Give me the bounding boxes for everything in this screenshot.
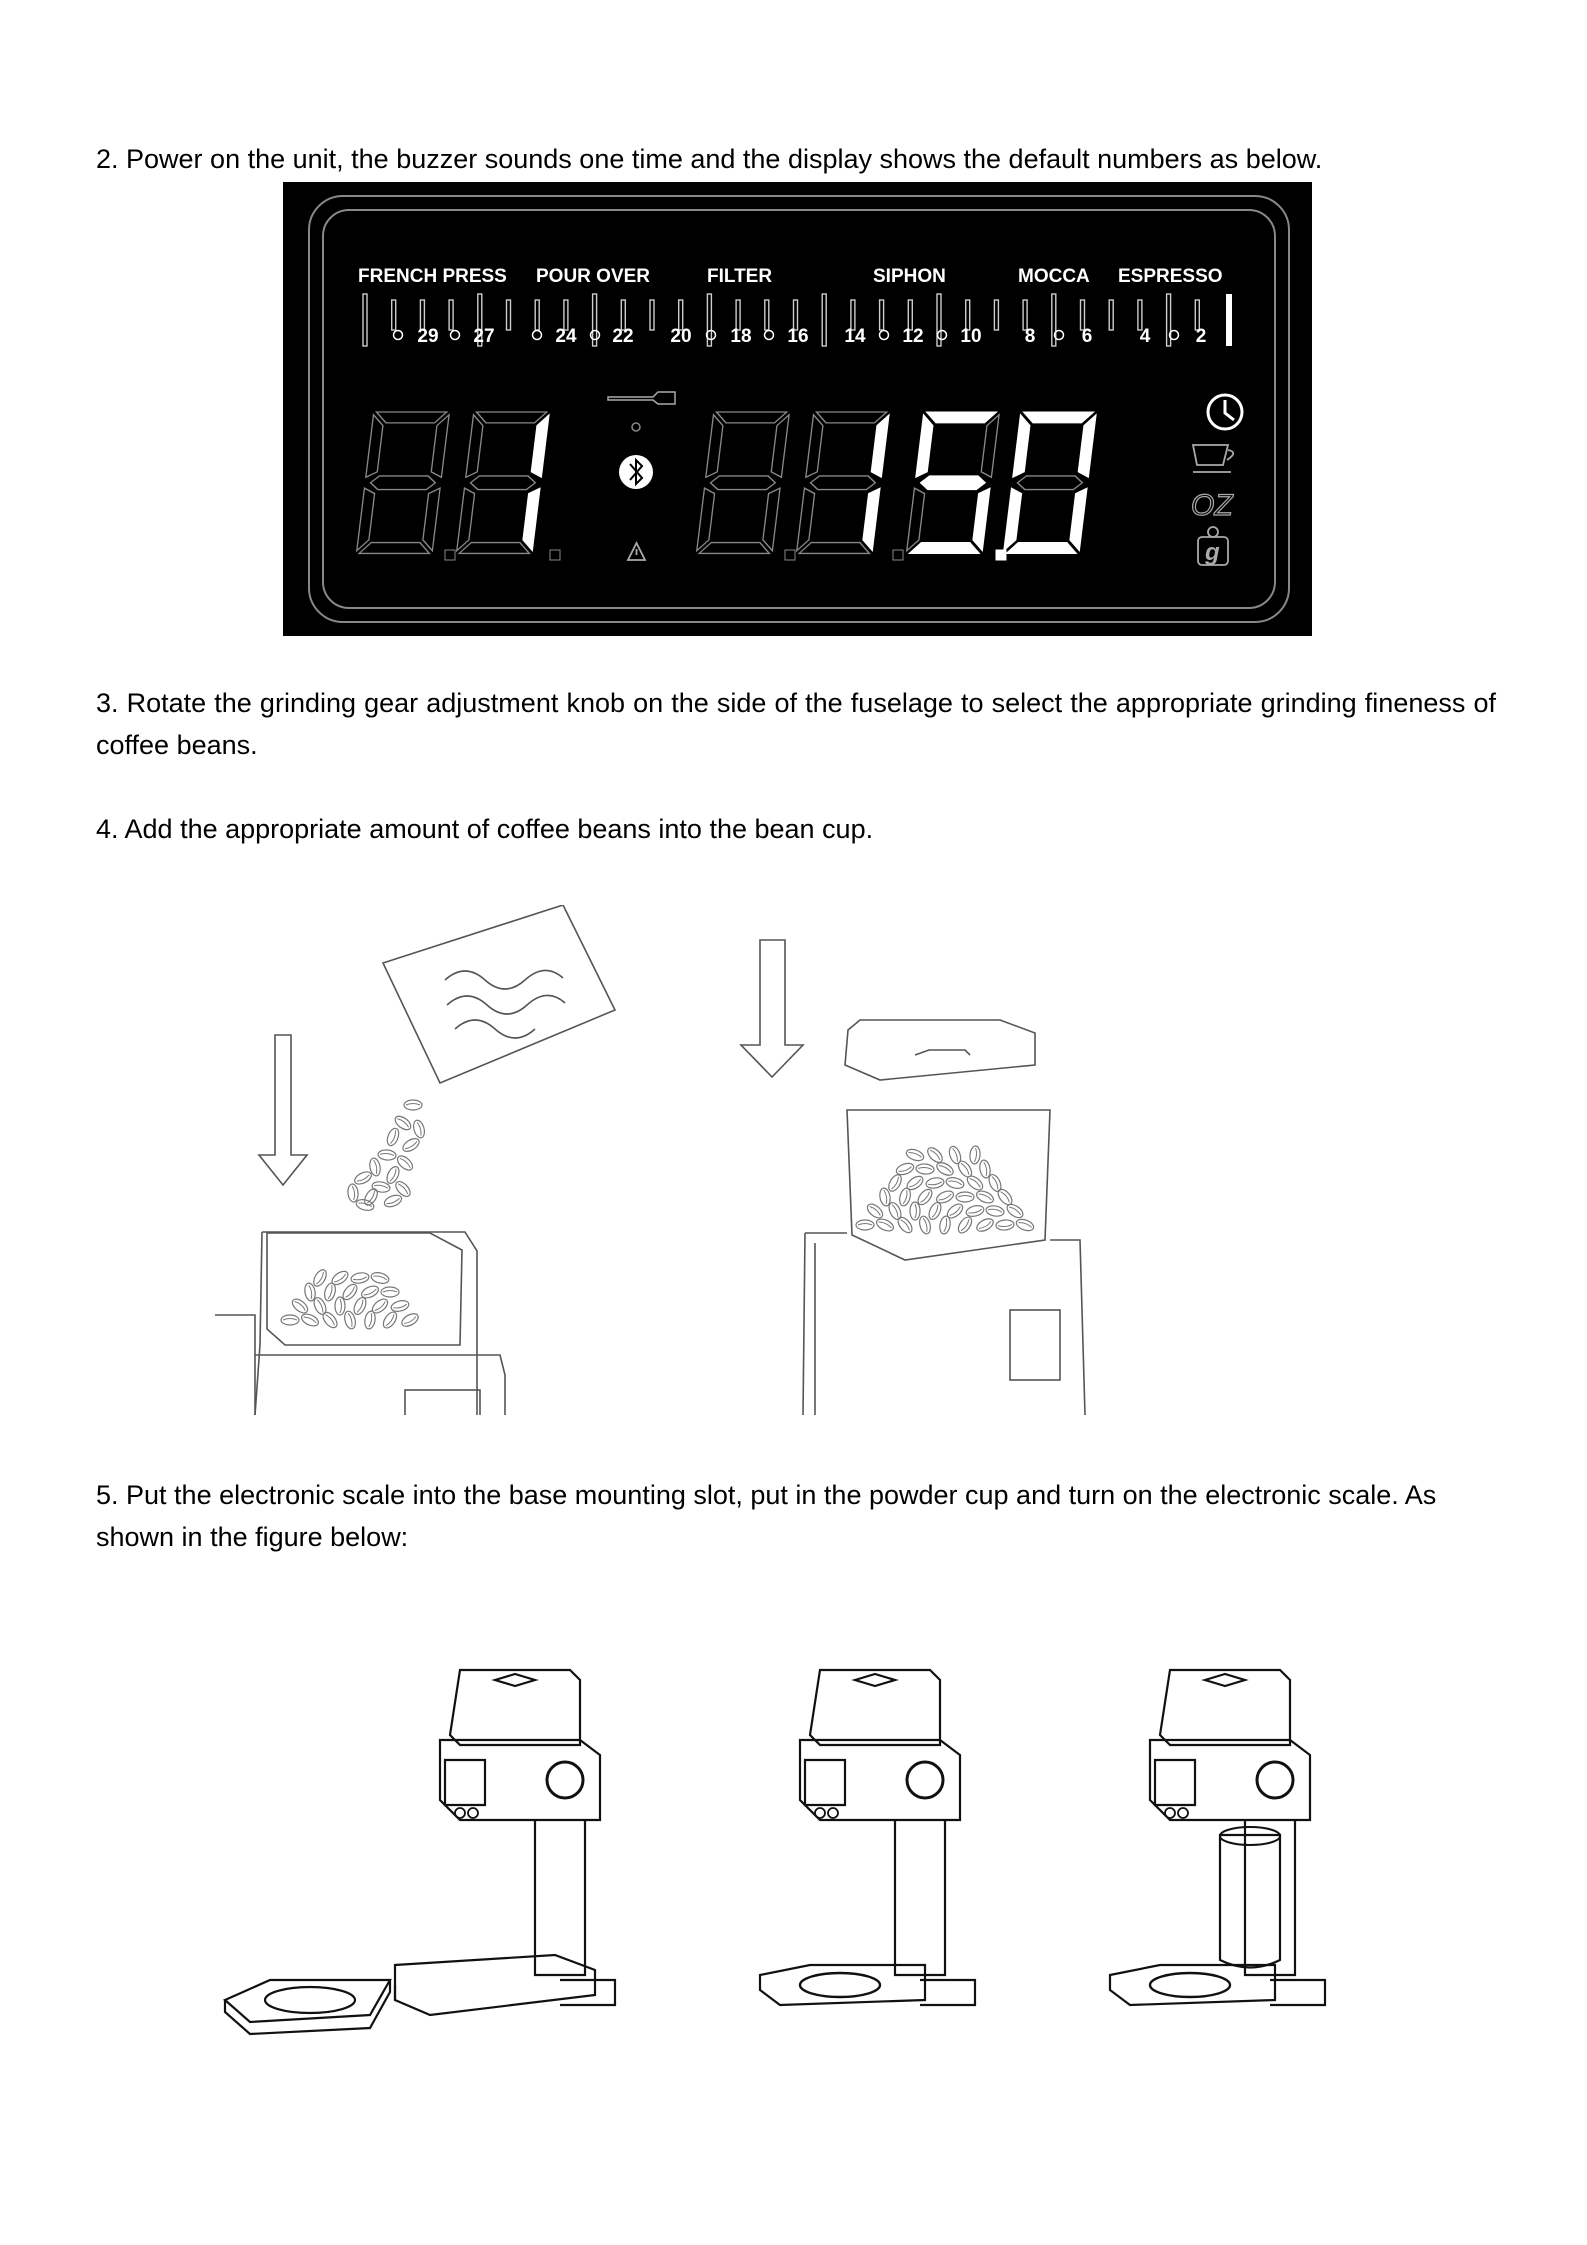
grinder-figure	[1110, 1670, 1325, 2005]
scale-number: 24	[555, 326, 577, 347]
scale-number: 18	[730, 326, 752, 347]
grinder-figure	[440, 1670, 615, 2005]
mode-filter: FILTER	[707, 266, 773, 287]
step-4-text: 4. Add the appropriate amount of coffee beans into the bean cup.	[96, 814, 874, 844]
mode-mocca: MOCCA	[1018, 266, 1090, 287]
falling-beans	[347, 1100, 426, 1212]
unit-oz-label: OZ	[1191, 489, 1233, 522]
unit-g-label: g	[1205, 539, 1220, 566]
add-beans-illustration	[215, 905, 1175, 1415]
step-5-text: 5. Put the electronic scale into the base mounting slot, put in the powder cup and turn on the electronic scale. As shown in the figure below:	[96, 1480, 1437, 1552]
scale-number: 27	[473, 326, 495, 347]
left-grinder-bean-cup	[215, 1232, 505, 1415]
bean-bag-illustration	[383, 905, 615, 1083]
scale-number: 4	[1139, 326, 1151, 347]
grinder-display-panel	[283, 182, 1312, 636]
scale-number: 14	[844, 326, 866, 347]
scale-number: 6	[1081, 326, 1093, 347]
down-arrow-icon	[741, 940, 803, 1077]
scale-number: 29	[417, 326, 439, 347]
scale-number: 22	[612, 326, 634, 347]
electronic-scale	[225, 1980, 390, 2034]
scale-number: 16	[787, 326, 809, 347]
mode-siphon: SIPHON	[873, 266, 946, 287]
scale-mounting-illustration	[210, 1650, 1410, 2080]
grinder-figure	[760, 1670, 975, 2005]
scale-number: 2	[1195, 326, 1207, 347]
mode-espresso: ESPRESSO	[1118, 266, 1223, 287]
bean-pile	[281, 1268, 420, 1331]
scale-number: 10	[960, 326, 982, 347]
scale-number: 12	[902, 326, 924, 347]
right-grinder-with-lid	[803, 1020, 1085, 1415]
mode-pour-over: POUR OVER	[536, 266, 651, 287]
mode-french-press: FRENCH PRESS	[358, 266, 507, 287]
down-arrow-icon	[259, 1035, 307, 1185]
scale-number: 8	[1024, 326, 1036, 347]
scale-number: 20	[670, 326, 692, 347]
step-3-text: 3. Rotate the grinding gear adjustment knob on the side of the fuselage to select the appropriate grinding fineness of coffee beans.	[96, 688, 1496, 760]
step-2-text: 2. Power on the unit, the buzzer sounds one time and the display shows the default numbers as below.	[96, 144, 1323, 174]
bean-pile	[856, 1145, 1035, 1235]
